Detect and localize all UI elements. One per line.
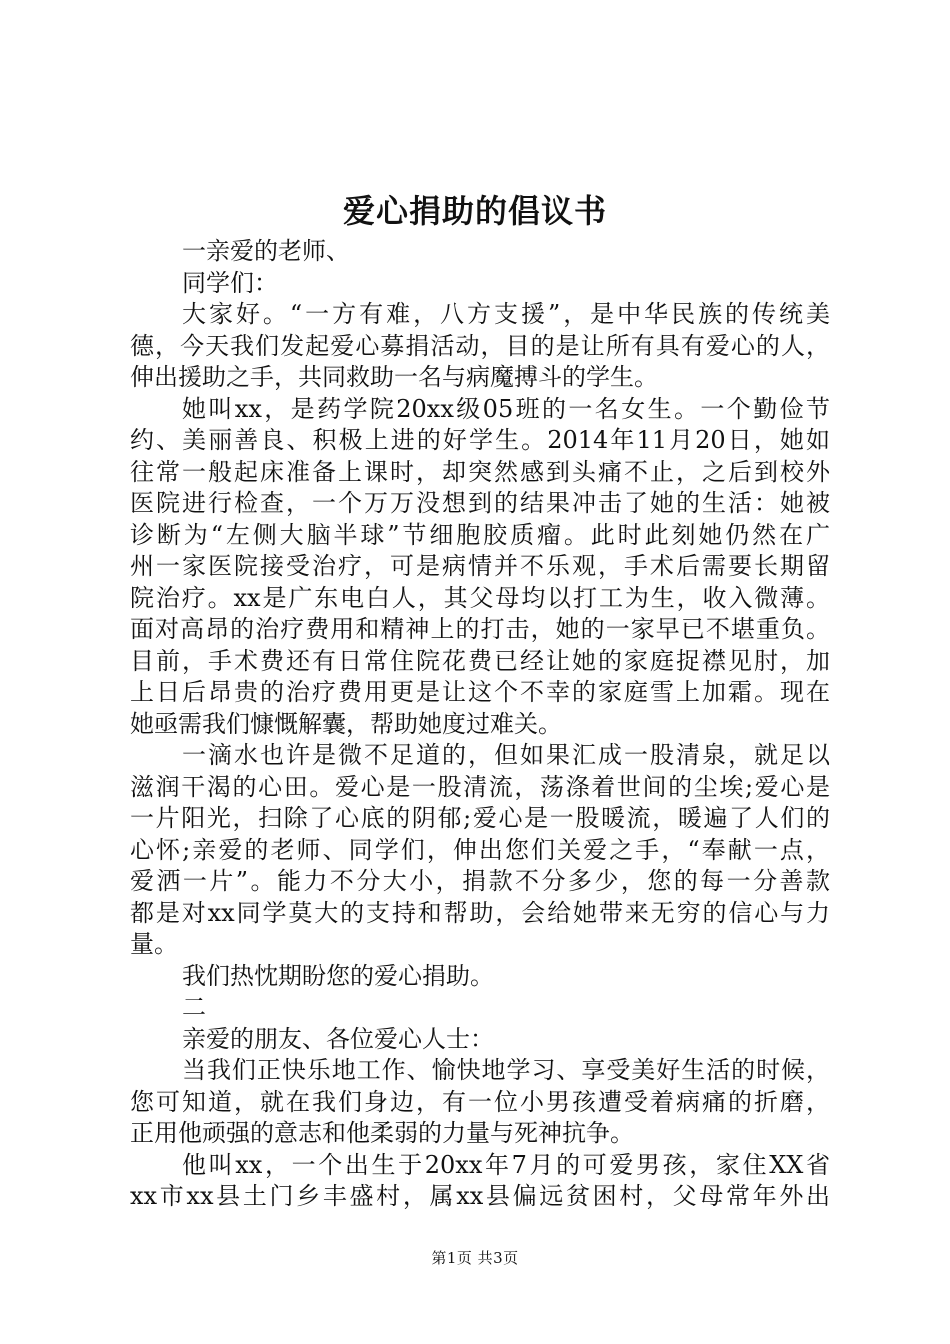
text-line: 目前，手术费还有日常住院花费已经让她的家庭捉襟见肘，加 xyxy=(130,646,830,675)
text-line: 她亟需我们慷慨解囊，帮助她度过难关。 xyxy=(130,709,562,738)
text-line: 我们热忱期盼您的爱心捐助。 xyxy=(182,961,494,990)
text-line: 她叫xx，是药学院20xx级05班的一名女生。一个勤俭节 xyxy=(182,394,830,423)
text-line: 德，今天我们发起爱心募捐活动，目的是让所有具有爱心的人， xyxy=(130,331,830,360)
text-line: 诊断为“左侧大脑半球”节细胞胶质瘤。此时此刻她仍然在广 xyxy=(130,520,830,549)
text-line: 一滴水也许是微不足道的，但如果汇成一股清泉，就足以 xyxy=(182,741,830,769)
text-line: 约、美丽善良、积极上进的好学生。2014年11月20日，她如 xyxy=(130,426,830,454)
text-line: 同学们： xyxy=(182,268,278,297)
text-line: 心怀;亲爱的老师、同学们，伸出您们关爱之手，“奉献一点， xyxy=(130,835,830,864)
page-footer: 第1页 共3页 xyxy=(431,1249,519,1267)
text-line: xx市xx县土门乡丰盛村，属xx县偏远贫困村，父母常年外出 xyxy=(130,1182,830,1210)
text-line: 量。 xyxy=(130,930,178,958)
text-line: 伸出援助之手，共同救助一名与病魔搏斗的学生。 xyxy=(130,363,658,391)
document-body xyxy=(130,236,830,1213)
text-line: 州一家医院接受治疗，可是病情并不乐观，手术后需要长期留 xyxy=(130,552,830,580)
text-line: 医院进行检查，一个万万没想到的结果冲击了她的生活：她被 xyxy=(130,489,830,517)
text-line: 上日后昂贵的治疗费用更是让这个不幸的家庭雪上加霜。现在 xyxy=(130,678,830,706)
text-line: 亲爱的朋友、各位爱心人士： xyxy=(182,1024,494,1053)
text-line: 一亲爱的老师、 xyxy=(182,237,350,265)
text-line: 面对高昂的治疗费用和精神上的打击，她的一家早已不堪重负。 xyxy=(130,615,830,643)
text-line: 爱洒一片”。能力不分大小，捐款不分多少，您的每一分善款 xyxy=(130,867,830,895)
text-line: 他叫xx，一个出生于20xx年7月的可爱男孩，家住XX省 xyxy=(182,1150,830,1179)
text-line: 滋润干渴的心田。爱心是一股清流，荡涤着世间的尘埃;爱心是 xyxy=(130,772,830,801)
text-line: 正用他顽强的意志和他柔弱的力量与死神抗争。 xyxy=(130,1119,634,1147)
text-line: 您可知道，就在我们身边，有一位小男孩遭受着病痛的折磨， xyxy=(130,1087,830,1116)
text-line: 二 xyxy=(182,993,206,1021)
text-line: 院治疗。xx是广东电白人，其父母均以打工为生，收入微薄。 xyxy=(130,583,830,612)
text-line: 一片阳光，扫除了心底的阴郁;爱心是一股暖流，暖遍了人们的 xyxy=(130,804,830,832)
text-line: 都是对xx同学莫大的支持和帮助，会给她带来无穷的信心与力 xyxy=(130,898,830,927)
text-line: 大家好。“一方有难，八方支援”，是中华民族的传统美 xyxy=(182,300,830,328)
text-line: 往常一般起床准备上课时，却突然感到头痛不止，之后到校外 xyxy=(130,457,830,486)
document-title: 爱心捐助的倡议书 xyxy=(342,192,607,230)
text-line: 当我们正快乐地工作、愉快地学习、享受美好生活的时候， xyxy=(182,1056,830,1084)
